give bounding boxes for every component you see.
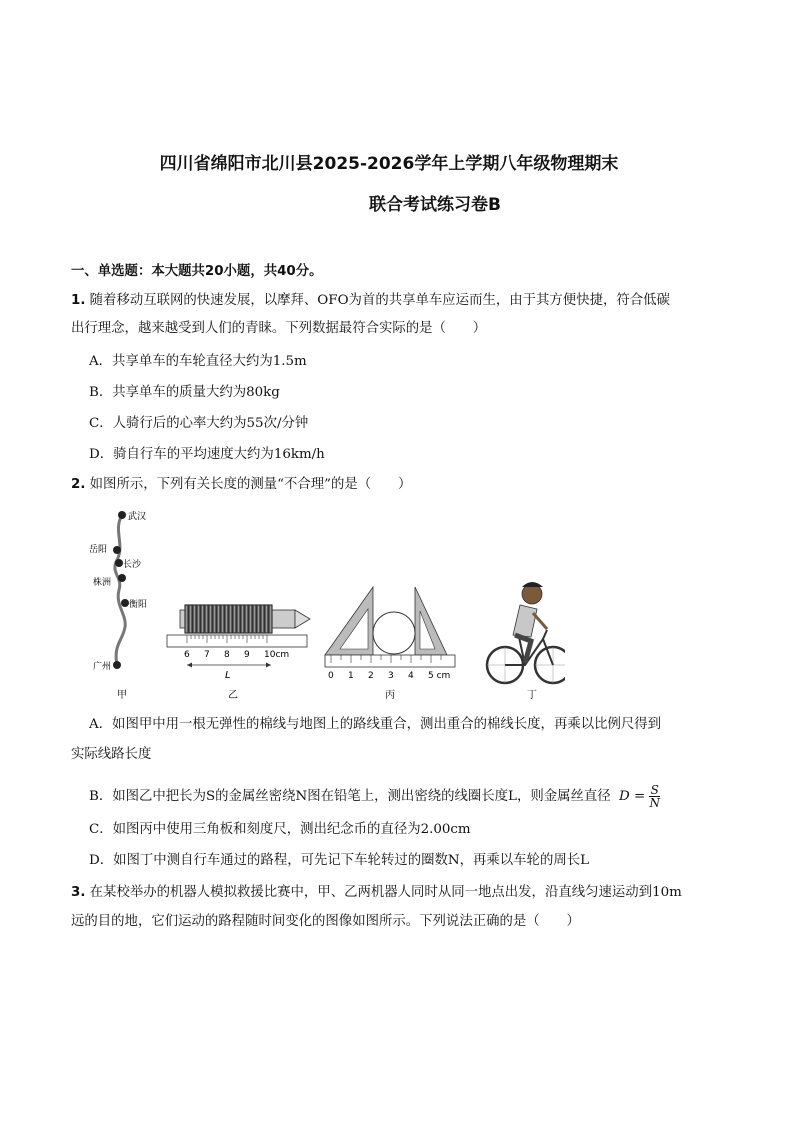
q2-number: 2. (71, 477, 86, 492)
q2-stem-text: 如图所示，下列有关长度的测量“不合理”的是（ ） (89, 477, 412, 492)
map-dot-guangzhou (113, 661, 121, 669)
map-dot-wuhan (118, 511, 126, 519)
ruler-bing-tick-2: 2 (368, 671, 374, 681)
map-label-changsha: 长沙 (123, 560, 142, 570)
q3-number: 3. (71, 885, 86, 900)
map-dot-changsha (115, 559, 123, 567)
section-heading: 一、单选题：本大题共20小题，共40分。 (71, 264, 323, 279)
caption-yi: 乙 (228, 690, 238, 701)
q2-figure-svg (85, 505, 565, 705)
ruler-bing-tick-5cm: 5 cm (428, 671, 451, 681)
q2-option-b (89, 784, 660, 809)
caption-bing: 丙 (385, 690, 395, 701)
map-label-yueyang: 岳阳 (89, 545, 108, 555)
map-dot-zhuzhou (118, 574, 126, 582)
map-dot-hengyang (121, 599, 129, 607)
exam-title-line2: 联合考试练习卷B (369, 195, 501, 215)
map-label-wuhan: 武汉 (128, 512, 147, 522)
q3-stem-line1 (71, 884, 682, 902)
q2-stem (71, 476, 411, 494)
ruler-bing-tick-1: 1 (348, 671, 354, 681)
caption-jia: 甲 (117, 690, 127, 701)
q1-stem-text: 随着移动互联网的快速发展，以摩拜、OFO为首的共享单车应运而生，由于其方便快捷，符合低碳 (89, 293, 670, 308)
ruler-yi-tick-8: 8 (224, 650, 230, 660)
map-label-guangzhou: 广州 (93, 662, 112, 672)
q3-stem-text: 在某校举办的机器人模拟救援比赛中，甲、乙两机器人同时从同一地点出发，沿直线匀速运动到10m (89, 885, 682, 900)
coin (373, 612, 415, 654)
q1-option-a: A．共享单车的车轮直径大约为1.5m (89, 354, 307, 369)
q2-figure (85, 505, 565, 705)
q3-stem-line2: 远的目的地，它们运动的路程随时间变化的图像如图所示。下列说法正确的是（ ） (71, 914, 580, 929)
q2-option-a-line2: 实际线路长度 (71, 747, 152, 762)
map-dot-yueyang (113, 546, 121, 554)
q2-formula-denominator: N (649, 796, 660, 810)
map-label-zhuzhou: 株洲 (93, 578, 112, 588)
ruler-bing-tick-3: 3 (388, 671, 394, 681)
q2-formula-lhs: D = (618, 789, 646, 804)
q2-formula-numerator: S (650, 783, 659, 797)
q1-option-d: D．骑自行车的平均速度大约为16km/h (89, 447, 325, 462)
ruler-yi-tick-9: 9 (244, 650, 250, 660)
triangle-coin-figure (325, 587, 455, 701)
ruler-yi-tick-10cm: 10cm (264, 650, 290, 660)
q1-stem-line1 (71, 292, 670, 310)
q2-formula-fraction (649, 784, 660, 809)
q1-stem-line2: 出行理念，越来越受到人们的青睐。下列数据最符合实际的是（ ） (71, 321, 487, 336)
q2-option-a-line1: A．如图甲中用一根无弹性的棉线与地图上的路线重合，测出重合的棉线长度，再乘以比例尺得到 (89, 717, 662, 732)
map-label-hengyang: 衡阳 (129, 600, 148, 610)
exam-title-line1: 四川省绵阳市北川县2025-2026学年上学期八年级物理期末 (159, 154, 619, 174)
q2-option-d: D．如图丁中测自行车通过的路程，可先记下车轮转过的圈数N，再乘以车轮的周长L (89, 853, 590, 868)
pencil-coil-figure (167, 605, 310, 701)
ruler-bing-tick-4: 4 (408, 671, 414, 681)
cyclist-figure (487, 582, 565, 701)
q2-option-c: C．如图丙中使用三角板和刻度尺，测出纪念币的直径为2.00cm (89, 822, 471, 837)
ruler-yi-tick-7: 7 (204, 650, 210, 660)
ruler-yi-length-label: L (225, 670, 231, 681)
q1-number: 1. (71, 293, 86, 308)
caption-ding: 丁 (527, 690, 537, 701)
ruler-bing-tick-0: 0 (328, 671, 334, 681)
ruler-yi-tick-6: 6 (184, 650, 190, 660)
q2-option-b-text: B．如图乙中把长为S的金属丝密绕N图在铅笔上，测出密绕的线圈长度L，则金属丝直径 (89, 789, 611, 804)
map-route-figure (89, 510, 147, 701)
q1-option-c: C．人骑行后的心率大约为55次/分钟 (89, 416, 309, 431)
q1-option-b: B．共享单车的质量大约为80kg (89, 385, 280, 400)
